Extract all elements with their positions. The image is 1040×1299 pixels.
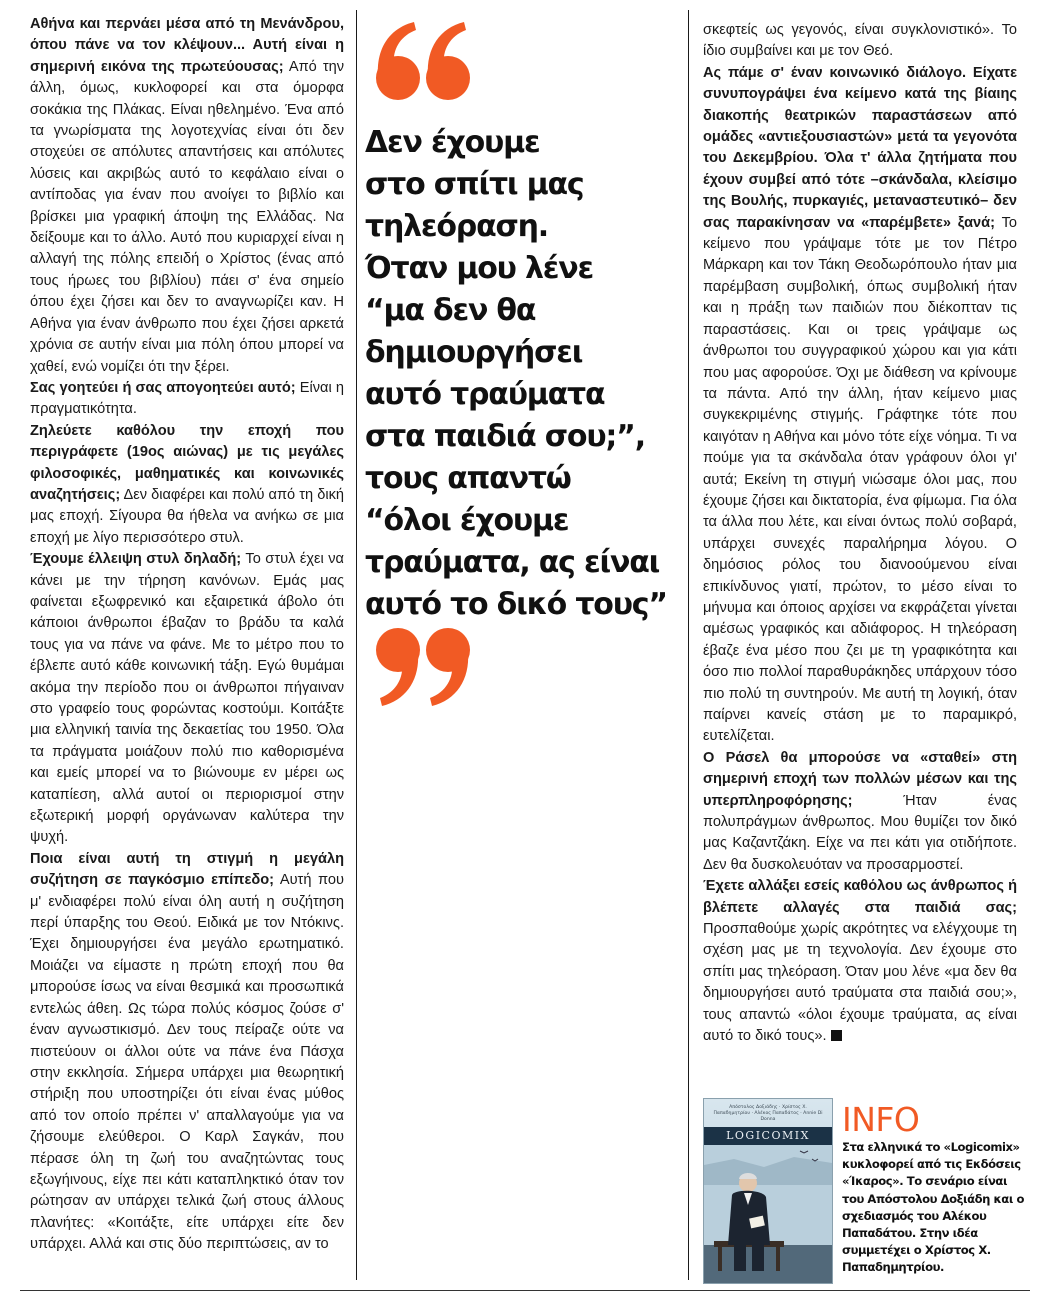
qa-answer: Από την άλλη, όμως, κυκλοφορεί και στα όμορφα σοκάκια της Πλάκας. Είναι ηθελημένο. Ένα από τα γνωρίσματα της λογοτεχνίας είναι ότι δεν στοχεύει σε απόλυτες απαντήσεις και απόλυτες λύσεις και ακριβώς αυτό το κεφάλαιο είναι ο αντίποδας για έναν που ανοίγει το βιβλίο και βρίσκει μια γραφική άποψη της Ελλάδας. Να δείξουμε και το άλλο. Αυτό που κυριαρχεί είναι η αλλαγή της πόλης επειδή ο Χρίστος (ένας από τους ήρωες του βιβλίου) πάει σ' ένα σημείο όπου έχει ζήσει και δεν το αναγνωρίζει καν. Η Αθήνα για έναν άνθρωπο που έχει ζήσει αρκετά χρόνια σε αυτήν είναι μια πόλη όπου μπορεί να χαθεί, ενώ νομίζει ότι την ξέρει.: [30, 58, 344, 375]
qa-answer: Το στυλ έχει να κάνει με την τήρηση κανόνων. Εμάς μας φαίνεται εξωφρενικό και εξαιρετικά άβολο ότι κάποιοι άνθρωποι έβαζαν το βράδυ τα καλά τους για να πάνε να φάνε. Με το μέτρο που το έβλεπε αυτό κάθε κοινωνική τάξη. Εγώ θυμάμαι ακόμα την περίοδο που οι άνθρωποι πήγαιναν στο γραφείο τους φορώντας κοστούμι. Κοιτάξτε μια ελληνική ταινία της δεκαετίας του 1950. Όλα τα πράγματα μοιάζουν πολύ πιο καθορισμένα και εμείς μπορεί να το βιώνουμε εν μέρει ως καταπίεση, αλλά αυτοί οι περιορισμοί στην εξωτερική μορφή οργάνωναν καλύτερα την ψυχή.: [30, 551, 344, 846]
column-divider: [688, 10, 689, 1280]
pull-quote-line: τους απαντώ: [365, 461, 571, 496]
close-quote-icon: [368, 620, 478, 710]
pull-quote-line: “μα δεν θα: [365, 293, 536, 328]
qa-answer: σκεφτείς ως γεγονός, είναι συγκλονιστικό». Το ίδιο συμβαίνει και με τον Θεό.: [703, 22, 1017, 60]
qa-question: Ο Ράσελ θα μπορούσε να «σταθεί» στη σημερινή εποχή των πολλών μέσων και της υπερπληροφόρησης;: [703, 749, 1017, 809]
column-divider: [356, 10, 357, 1280]
pull-quote-line: τραύματα, ας είναι: [365, 545, 660, 580]
article-column-left: [30, 14, 344, 1256]
qa-answer: Αυτή που μ' ενδιαφέρει πολύ είναι όλη αυτή η συζήτηση περί ύπαρξης του Θεού. Ειδικά με τον Ντόκινς. Έχει δημιουργήσει ένα μεγάλο ερωτηματικό. Μοιάζει να είμαστε η πρώτη εποχή που θα μπορούσε ίσως να είναι θεσμικά και προσωπικά εντελώς άθεη. Ως τώρα πολύς κόσμος ζούσε σ' έναν αγνωστικισμό. Δεν τους πείραζε ούτε να πιστεύουν οι άλλοι ούτε να πάνε ένα Πάσχα στην εκκλησία. Σήμερα υπάρχει μια θεωρητική στήριξη που υποστηρίζει ότι είναι ένας μύθος από τον οποίο πρέπει ν' απαλλαγούμε για να ζήσουμε ελεύθεροι. Ο Καρλ Σαγκάν, που πέρασε όλη τη ζωή του αναζητώντας τους εξωγήινους, είχε πει κάτι καταπληκτικό όταν τον ρώτησαν αν υπάρχει τελικά ζωή στους άλλους πλανήτες: «Κοιτάξτε, είτε υπάρχει είτε δεν υπάρχει. Αλλά και στις δύο περιπτώσεις, αν το: [30, 872, 345, 1253]
article-column-right: [703, 20, 1017, 1048]
qa-answer: Το κείμενο που γράψαμε τότε με τον Πέτρο Μάρκαρη και τον Τάκη Θεοδωρόπουλο ήταν μια παρέμβαση συμβολική, όπως συμβολική ήταν και η πράξη των παιδιών που διέκοπταν τις παραστάσεις. Και οι τρεις γράψαμε ως άνθρωποι του συγγραφικού χώρου και για κάτι που μας αφορούσε. Όχι με διάθεση να κρίνουμε τα πάντα. Από την άλλη, ήταν κείμενο μιας συγκεκριμένης στιγμής. Γράφτηκε τότε που καιγόταν η Αθήνα και μόνο τότε είχε νόημα. Τι να πούμε για τα σκάνδαλα όταν γράφουν όλοι γι' αυτά; Εκείνη τη στιγμή νιώσαμε όλοι μας, που έχουμε ζήσει και δικτατορία, ένα φίμωμα. Για όλα τα άλλα που λέτε, και είναι όντως πολύ σοβαρά, υπάρχει συνεχές παραλήρημα λόγου. Ο δημόσιος ρόλος του διανοούμενου είναι επικίνδυνος γιατί, πρώτον, το μέσο είναι το μήνυμα και όποιος αρχίσει να εκφράζεται γίνεται αμέσως γραφικός και αδιάφορος. Η τηλεόραση έβαζε ένα μέσο που ζει με τη γραφικότητα και όσο πιο πολλοί παραθυράκηδες υπάρχουν τόσο πιο πολύ τη συντηρούν. Με αυτή τη λογική, όταν παίρνει κανείς στάση με το παραμικρό, ευτελίζεται.: [703, 214, 1017, 745]
open-quote-icon: [368, 18, 478, 108]
info-text: Στα ελληνικά το «Logicomix» κυκλοφορεί από τις Εκδόσεις «Ίκαρος». Το σενάριο είναι του Απόστολου Δοξιάδη και ο σχεδιασμός του Αλέκου Παπαδάτου. Στην ιδέα συμμετέχει ο Χρίστος Χ. Παπαδημητρίου.: [842, 1140, 1024, 1275]
pull-quote-line: δημιουργήσει: [365, 335, 583, 370]
qa-answer: Δεν διαφέρει και πολύ από τη δική μας εποχή. Σίγουρα θα ήθελα να ανήκω σε μια εποχή με λίγο περισσότερο στυλ.: [30, 486, 344, 546]
pull-quote-line: Όταν μου λένε: [365, 251, 593, 286]
qa-question: Ας πάμε σ' έναν κοινωνικό διάλογο. Είχατε συνυπογράψει ένα κείμενο κατά της βίαιης διακοπής θεατρικών παραστάσεων από ομάδες «αντιεξουσιαστών» μετά τα γεγονότα του Δεκεμβρίου. Όλα τ' άλλα ζητήματα που έχουν συμβεί από τότε –σκάνδαλα, κλείσιμο της Βουλής, πυρκαγιές, μεταναστευτικό– δεν σας παρακίνησαν να «παρέμβετε» ξανά;: [703, 64, 1017, 231]
book-cover-image: [703, 1098, 833, 1284]
qa-answer: Είναι η πραγματικότητα.: [30, 379, 344, 418]
qa-question: Σας γοητεύει ή σας απογοητεύει αυτό;: [30, 379, 296, 396]
pull-quote-line: “όλοι έχουμε: [365, 503, 569, 538]
pull-quote-line: τηλεόραση.: [365, 209, 549, 244]
pull-quote-line: στα παιδιά σου;”,: [365, 419, 645, 454]
qa-answer: Προσπαθούμε χωρίς ακρότητες να ελέγχουμε τη σχέση μας με τη τεχνολογία. Δεν έχουμε στο σπίτι μας τηλεόραση. Όταν μου λένε «μα δεν θα δημιουργήσει αυτό τραύματα στα παιδιά σου;», τους απαντώ «όλοι έχουμε τραύματα, ας είναι αυτό το δικό τους».: [703, 921, 1017, 1045]
pull-quote-line: στο σπίτι μας: [365, 167, 584, 202]
qa-question: Ποια είναι αυτή τη στιγμή η μεγάλη συζήτηση σε παγκόσμιο επίπεδο;: [30, 850, 344, 889]
pull-quote-line: Δεν έχουμε: [365, 125, 540, 160]
book-authors: Απόστολος Δοξιάδης · Χρίστος Χ. Παπαδημητρίου · Αλέκος Παπαδάτος · Annie Di Donna: [713, 1105, 823, 1122]
bottom-rule: [20, 1290, 1030, 1291]
qa-question: Ζηλεύετε καθόλου την εποχή που περιγράφετε (19ος αιώνας) με τις μεγάλες φιλοσοφικές, μαθηματικές και κοινωνικές αναζητήσεις;: [30, 422, 344, 503]
qa-question: Έχουμε έλλειψη στυλ δηλαδή;: [30, 551, 242, 568]
end-of-article-icon: [831, 1030, 842, 1041]
qa-question: Αθήνα και περνάει μέσα από τη Μενάνδρου, όπου πάνε να τον κλέψουν... Αυτή είναι η σημερινή εικόνα της πρωτεύουσας;: [30, 16, 344, 75]
book-title: LOGICOMIX: [704, 1127, 832, 1145]
pull-quote-line: αυτό τραύματα: [365, 377, 605, 412]
book-illustration: [704, 1145, 832, 1283]
pull-quote-line: αυτό το δικό τους”: [365, 587, 667, 622]
pull-quote: [365, 122, 680, 626]
info-title: INFO: [842, 1100, 920, 1139]
qa-question: Έχετε αλλάξει εσείς καθόλου ως άνθρωπος ή βλέπετε αλλαγές στα παιδιά σας;: [703, 878, 1017, 916]
qa-answer: Ήταν ένας πολυπράγμων άνθρωπος. Μου θυμίζει τον δικό μας Καζαντζάκη. Είχε να πει κάτι για οτιδήποτε. Δεν θα δυσκολευόταν να προσαρμοστεί.: [703, 792, 1017, 873]
info-box: [842, 1100, 1032, 1277]
